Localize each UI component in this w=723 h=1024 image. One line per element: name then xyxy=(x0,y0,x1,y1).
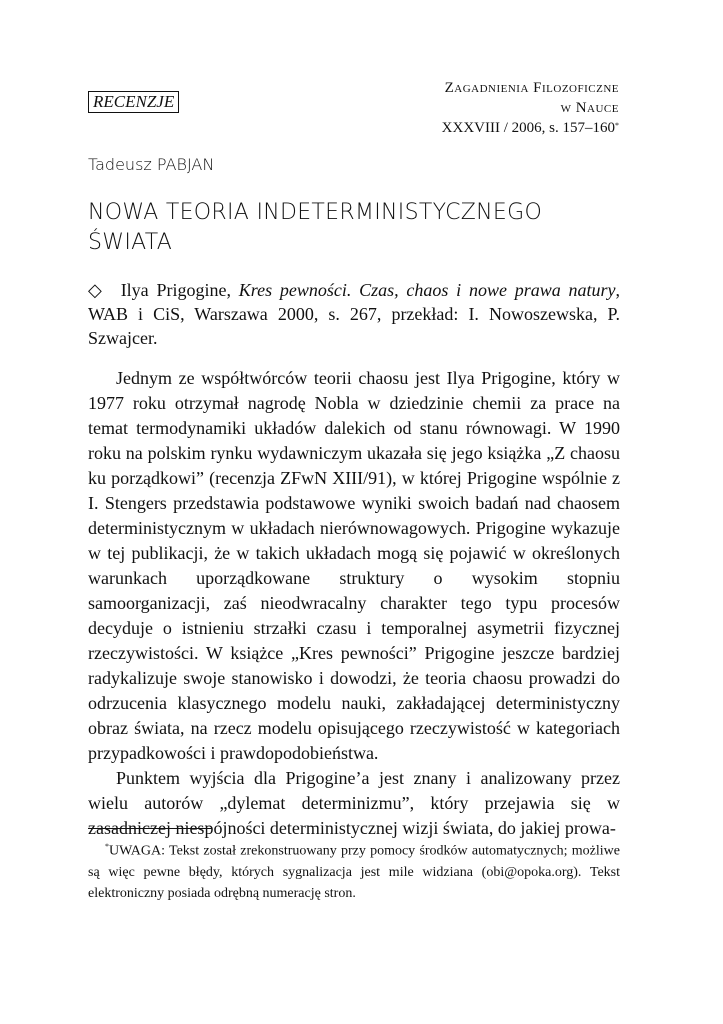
footnote-divider xyxy=(88,828,212,829)
journal-name-line1: Zagadnienia Filozoficzne xyxy=(444,80,619,96)
bib-author: Ilya Prigogine, xyxy=(120,280,231,300)
footnote xyxy=(88,836,620,904)
bib-publication-details: , WAB i CiS, Warszawa 2000, s. 267, przekład: I. Nowoszewska, P. Szwajcer. xyxy=(88,280,621,348)
body-paragraph: Jednym ze współtwórców teorii chaosu jest Ilya Prigogine, który w 1977 roku otrzymał nagrodę Nobla w dziedzinie chemii za prace na temat termodynamiki układów dalekich od stanu równowagi. W 1990 roku na polskim rynku wydawniczym ukazała się jego książka „Z chaosu ku porządkowi” (recenzja ZFwN XIII/91), w której Prigogine wspólnie z I. Stengers przedstawia podstawowe wyniki swoich badań nad chaosem deterministycznym w układach nierównowagowych. Prigogine wykazuje w tej publikacji, że w takich układach mogą się pojawić w określonych warunkach uporządkowane struktury o wysokim stopniu samoorganizacji, zaś nieodwracalny charakter tego typu procesów decyduje o istnieniu strzałki czasu i temporalnej asymetrii fizycznej rzeczywistości. W książce „Kres pewności” Prigogine jeszcze bardziej radykalizuje swoje stanowisko i dowodzi, że teoria chaosu prowadzi do odrzucenia klasycznego modelu nauki, zakładającej deterministyczny obraz świata, na rzecz modelu opisującego rzeczywistość w kategoriach przypadkowości i prawdopodobieństwa. xyxy=(88,368,620,763)
footnote-text: UWAGA: Tekst został zrekonstruowany przy pomocy środków automatycznych; możliwe są więc pewne błędy, których sygnalizacja jest mile widziana (obi@opoka.org). Tekst elektroniczny posiada odrębną numerację stron. xyxy=(88,843,620,901)
article-title: NOWA TEORIA INDETERMINISTYCZNEGO ŚWIATA xyxy=(88,200,543,255)
article-author: Tadeusz PABJAN xyxy=(88,155,215,174)
journal-name-line2: w Nauce xyxy=(560,100,619,116)
bibliographic-entry xyxy=(88,278,620,350)
journal-issue xyxy=(442,118,619,138)
article-body xyxy=(88,366,620,841)
journal-volume-pages: XXXVIII / 2006, s. 157–160 xyxy=(441,120,615,136)
bib-book-title: Kres pewności. Czas, chaos i nowe prawa natury xyxy=(238,280,616,300)
journal-info xyxy=(442,78,619,138)
body-paragraph: Punktem wyjścia dla Prigogine’a jest znany i analizowany przez wielu autorów „dylemat determinizmu”, który przejawia się w zasadniczej niespójności deterministycznej wizji świata, do jakiej prowa- xyxy=(88,768,620,838)
section-label: RECENZJE xyxy=(88,91,179,113)
footnote-mark: * xyxy=(105,842,110,851)
bib-diamond-icon: ◇ xyxy=(88,280,106,300)
journal-footnote-mark: * xyxy=(615,121,619,130)
